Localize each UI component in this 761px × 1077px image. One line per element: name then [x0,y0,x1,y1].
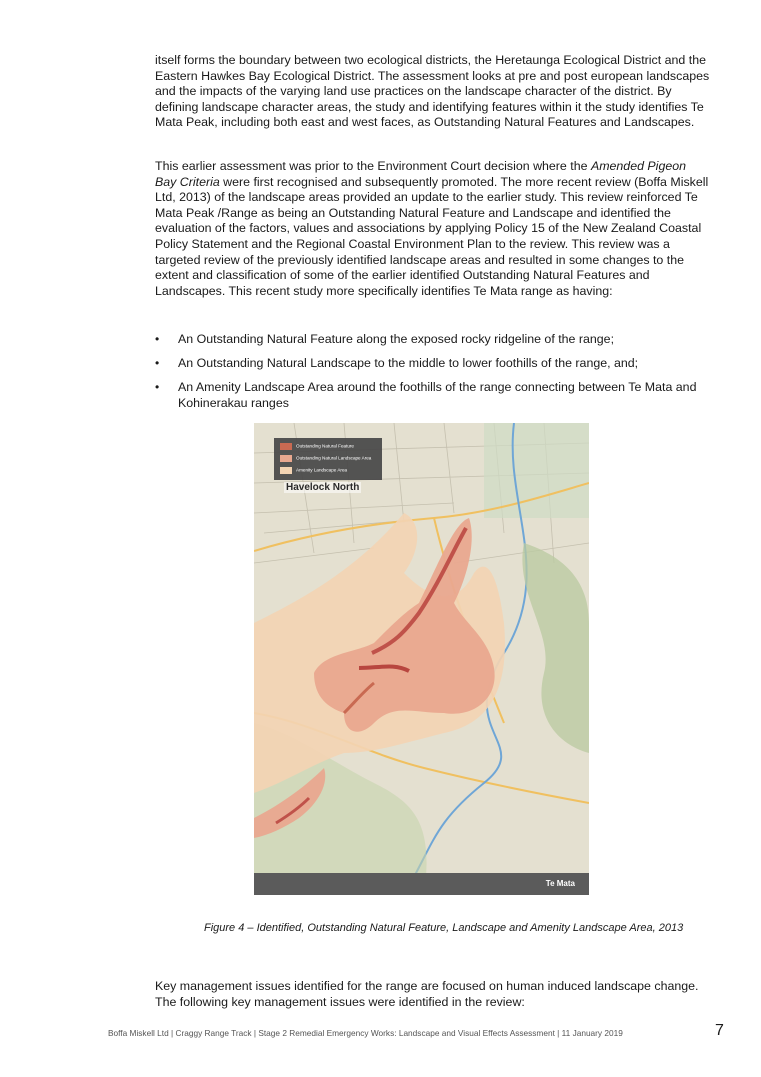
page-number: 7 [715,1022,724,1039]
legend-swatch [280,443,292,450]
legend-label: Amenity Landscape Area [296,467,348,473]
list-item-text: An Amenity Landscape Area around the foothills of the range connecting between Te Mata and Kohinerakau ranges [178,380,697,410]
paragraph-management-issues: Key management issues identified for the range are focused on human induced landscape change. The following key management issues were identified in the review: [155,979,699,1009]
legend-item [280,467,347,477]
map-legend [274,438,382,480]
figure-caption: Figure 4 – Identified, Outstanding Natural Feature, Landscape and Amenity Landscape Area, 2013 [204,922,684,934]
list-item [155,356,715,372]
map-footer-bar [254,873,589,895]
legend-swatch [280,467,292,474]
legend-item [280,443,354,453]
legend-label: Outstanding Natural Landscape Area [296,455,372,461]
legend-item [280,455,371,465]
paragraph-intro: itself forms the boundary between two ecological districts, the Heretaunga Ecological District and the Eastern Hawkes Bay Ecological District. The assessment looks at pre and post european landscapes and the impacts of the varying land use practices on the landscape character of the district. By defining landscape character areas, the study and identifying features within it the study identifies Te Mata Peak, including both east and west faces, as Outstanding Natural Features and Landscapes. [155,53,710,130]
paragraph-review [155,159,710,299]
map-graphic [254,423,589,895]
landscape-map [254,423,589,895]
bullet-icon: • [155,356,160,371]
list-item-text: An Outstanding Natural Landscape to the middle to lower foothills of the range, and; [178,356,639,371]
list-item [155,332,715,348]
legend-label: Outstanding Natural Feature [296,443,354,449]
map-title: Te Mata [545,879,575,888]
bullet-list [155,332,715,420]
map-town-label: Havelock North [286,482,360,493]
list-item-text: An Outstanding Natural Feature along the exposed rocky ridgeline of the range; [178,332,615,346]
page-footer: Boffa Miskell Ltd | Craggy Range Track | Stage 2 Remedial Emergency Works: Landscape and Visual Effects Assessment | 11 January 2019 [108,1028,623,1038]
list-item [155,380,715,411]
bullet-icon: • [155,332,160,346]
paragraph-review-part2: were first recognised and subsequently promoted. The more recent review (Boffa Miskell Ltd, 2013) of the landscape areas provided an update to the earlier study. This review reinforced Te Mata Peak /Range as being an Outstanding Natural Feature and Landscape and identified the evaluation of the factors, values and associations by applying Policy 15 of the New Zealand Coastal Policy Statement and the Regional Coastal Environment Plan to the review. This review was a targeted review of the previously identified landscape areas and resulted in some changes to the extent and classification of some of the earlier identified Outstanding Natural Features and Landscapes. This recent study more specifically identifies Te Mata range as having: [155,174,709,298]
paragraph-review-part1: This earlier assessment was prior to the Environment Court decision where the [155,159,591,173]
bullet-icon: • [155,380,160,395]
pigeon-bay-criteria: Amended Pigeon Bay Criteria [155,159,687,189]
legend-swatch [280,455,292,462]
